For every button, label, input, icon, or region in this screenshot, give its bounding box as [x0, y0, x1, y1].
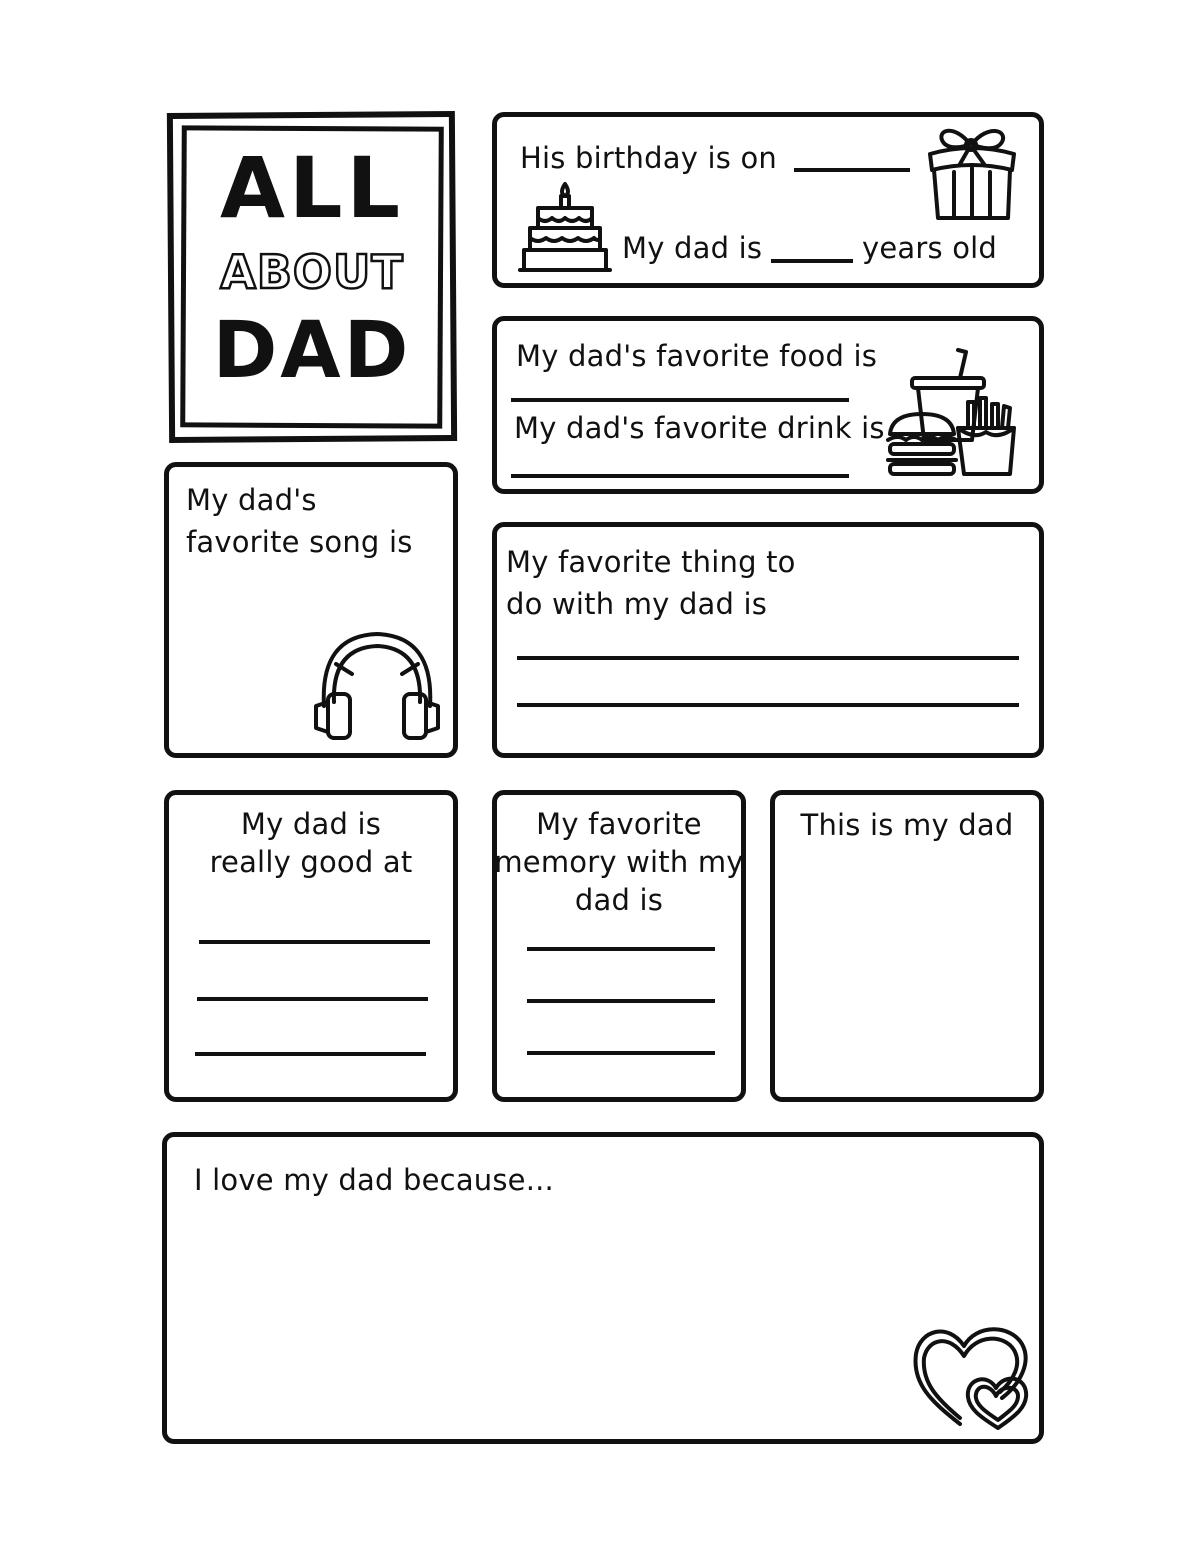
drink-label: My dad's favorite drink is	[514, 411, 885, 445]
age-suffix: years old	[862, 231, 998, 265]
drink-blank[interactable]	[511, 474, 849, 478]
food-label: My dad's favorite food is	[516, 339, 878, 373]
memory-blank-2[interactable]	[527, 999, 715, 1003]
memory-blank-1[interactable]	[527, 947, 715, 951]
good-at-blank-2[interactable]	[197, 997, 428, 1001]
title-dad: DAD	[212, 306, 412, 396]
title-all: ALL	[219, 139, 405, 237]
food-blank[interactable]	[511, 398, 849, 402]
good-at-line2: really good at	[209, 845, 413, 879]
song-line2: favorite song is	[186, 525, 413, 559]
memory-line3: dad is	[574, 883, 664, 917]
favorite-thing-line1: My favorite thing to	[506, 545, 796, 579]
favorite-thing-line2: do with my dad is	[506, 587, 768, 621]
title-about: ABOUT	[220, 245, 404, 299]
hearts-icon	[910, 1318, 1034, 1434]
good-at-blank-3[interactable]	[195, 1052, 426, 1056]
memory-blank-3[interactable]	[527, 1051, 715, 1055]
love-label: I love my dad because...	[194, 1163, 554, 1197]
fries-icon	[954, 394, 1018, 478]
age-blank[interactable]	[771, 259, 853, 263]
birthday-label: His birthday is on	[520, 141, 777, 175]
age-prefix: My dad is	[622, 231, 763, 265]
birthday-cake-icon	[518, 180, 612, 276]
good-at-line1: My dad is	[240, 807, 382, 841]
gift-box-icon	[924, 120, 1020, 224]
song-line1: My dad's	[186, 483, 317, 517]
memory-line2: memory with my	[494, 845, 744, 879]
favorite-thing-blank-1[interactable]	[517, 656, 1019, 660]
good-at-blank-1[interactable]	[199, 940, 430, 944]
burger-icon	[886, 410, 958, 478]
favorite-thing-blank-2[interactable]	[517, 703, 1019, 707]
birthday-blank[interactable]	[794, 168, 910, 172]
memory-line1: My favorite	[536, 807, 702, 841]
headphones-icon	[306, 628, 448, 744]
photo-label: This is my dad	[800, 808, 1014, 842]
